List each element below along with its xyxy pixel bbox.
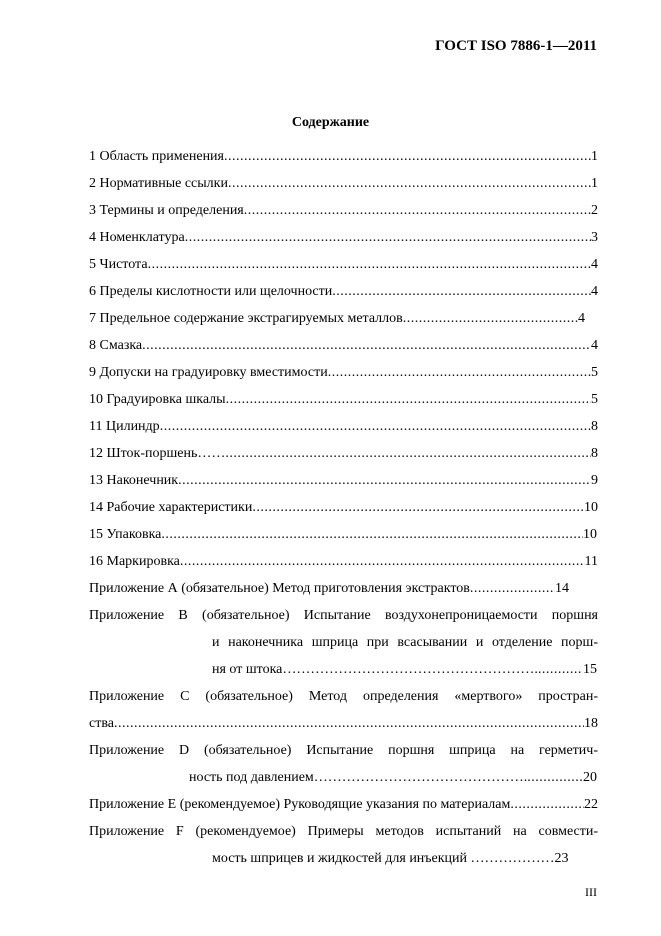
- toc-item-label: 10 Градуировка шкалы: [89, 392, 226, 407]
- annex-e-page: 22: [584, 797, 598, 812]
- annex-b-line3: [212, 661, 597, 679]
- toc-item-label: 16 Маркировка: [89, 554, 180, 569]
- toc-item: [89, 418, 598, 436]
- toc-item: [89, 337, 598, 355]
- toc-item: [89, 472, 598, 490]
- toc-item-label: 12 Шток-поршень……: [89, 446, 226, 461]
- toc-item-page: 4: [591, 284, 598, 299]
- toc-item-page: 3: [591, 230, 598, 245]
- document-code: ГОСТ ISO 7886-1—2011: [435, 38, 597, 54]
- toc-item: [89, 364, 598, 382]
- toc-item-page: 10: [584, 500, 598, 515]
- annex-d-line2: [189, 769, 597, 787]
- toc-item-label: 13 Наконечник: [89, 473, 179, 488]
- annex-e-label: Приложение Е (рекомендуемое) Руководящие указания по материалам: [89, 797, 511, 812]
- toc-item-page: 1: [591, 176, 598, 191]
- toc-item-label: 1 Область применения: [89, 149, 224, 164]
- annex-c-line2: [89, 715, 598, 733]
- toc-item-label: 14 Рабочие характеристики: [89, 500, 253, 515]
- annex-f-line1: Приложение F (рекомендуемое) Примеры методов испытаний на совмести-: [89, 824, 598, 839]
- toc-item: [89, 391, 598, 409]
- annex-d-line2-label: ность под давлением……………………………………….: [189, 770, 528, 785]
- annex-e: [89, 796, 598, 814]
- annex-b-page: 15: [583, 662, 597, 677]
- annex-b-line1: Приложение В (обязательное) Испытание воздухонепроницаемости поршня: [89, 608, 598, 623]
- toc-leader: [114, 715, 584, 733]
- toc-item: [89, 553, 598, 571]
- toc-leader: [225, 445, 591, 463]
- annex-b-line2: и наконечника шприца при всасывании и отделение порш-: [212, 635, 598, 650]
- toc-item-label: 15 Упаковка: [89, 527, 162, 542]
- toc-leader: [328, 364, 591, 382]
- annex-f-line2-label: мость шприцев и жидкостей для инъекций ………………: [212, 851, 555, 866]
- toc-item-page: 11: [584, 554, 598, 569]
- toc-leader: [252, 499, 584, 517]
- toc-item-page: 5: [591, 365, 598, 380]
- toc-item-label: 7 Предельное содержание экстрагируемых металлов: [89, 311, 403, 326]
- toc-leader: [180, 553, 585, 571]
- annex-a-label: Приложение А (обязательное) Метод приготовления экстрактов: [89, 581, 470, 596]
- toc-item-page: 5: [591, 392, 598, 407]
- toc-item: [89, 445, 598, 463]
- toc-item: [89, 148, 598, 166]
- toc-item: [89, 526, 597, 544]
- toc-leader: [228, 175, 591, 193]
- toc-item: [89, 256, 598, 274]
- toc-item-page: 8: [591, 446, 598, 461]
- annex-d-line1: Приложение D (обязательное) Испытание поршня шприца на герметич-: [89, 743, 598, 758]
- toc-leader: [527, 769, 583, 787]
- toc-leader: [148, 256, 591, 274]
- annex-b-line3-label: ня от штока……………………………………………….: [212, 662, 538, 677]
- toc-item-page: 2: [591, 203, 598, 218]
- toc-leader: [470, 580, 555, 598]
- annex-a: [89, 580, 569, 598]
- toc-leader: [224, 148, 591, 166]
- toc-item-page: 4: [591, 257, 598, 272]
- page-title: Содержание: [291, 115, 370, 130]
- toc-item-page: 4: [578, 311, 585, 326]
- toc-item: [89, 310, 585, 328]
- toc-leader: [226, 391, 591, 409]
- toc-leader: [178, 472, 591, 490]
- toc-item-label: 6 Пределы кислотности или щелочности: [89, 284, 333, 299]
- toc-leader: [403, 310, 578, 328]
- toc-leader: [332, 283, 591, 301]
- toc-item: [89, 229, 598, 247]
- toc-item-label: 5 Чистота: [89, 257, 148, 272]
- toc-leader: [185, 229, 591, 247]
- page-number: III: [585, 885, 597, 899]
- toc-item-label: 8 Смазка: [89, 338, 143, 353]
- toc-item-page: 10: [583, 527, 597, 542]
- toc-leader: [538, 661, 583, 679]
- toc-item: [89, 283, 598, 301]
- annex-c-line2-label: ства: [89, 716, 114, 731]
- toc-leader: [510, 796, 584, 814]
- annex-d-page: 20: [583, 770, 597, 785]
- toc-item-label: 3 Термины и определения: [89, 203, 244, 218]
- annex-f-page: 23: [554, 851, 569, 866]
- annex-a-page: 14: [555, 581, 569, 596]
- annex-c-line1: Приложение С (обязательное) Метод определения «мертвого» простран-: [89, 689, 598, 704]
- toc-item-label: 11 Цилиндр: [89, 419, 160, 434]
- toc-item-label: 9 Допуски на градуировку вместимости: [89, 365, 328, 380]
- toc-item-page: 1: [591, 149, 598, 164]
- toc-item: [89, 202, 598, 220]
- toc-item: [89, 499, 598, 517]
- toc-item-label: 2 Нормативные ссылки: [89, 176, 228, 191]
- toc-item-page: 4: [591, 338, 598, 353]
- toc-item: [89, 175, 598, 193]
- annex-c-page: 18: [584, 716, 598, 731]
- annex-f-line2: [212, 850, 597, 868]
- toc-item-label: 4 Номенклатура: [89, 230, 185, 245]
- toc-leader: [244, 202, 591, 220]
- toc-leader: [142, 337, 591, 355]
- toc-item-page: 9: [591, 473, 598, 488]
- toc-leader: [160, 418, 591, 436]
- toc-leader: [161, 526, 583, 544]
- toc-item-page: 8: [591, 419, 598, 434]
